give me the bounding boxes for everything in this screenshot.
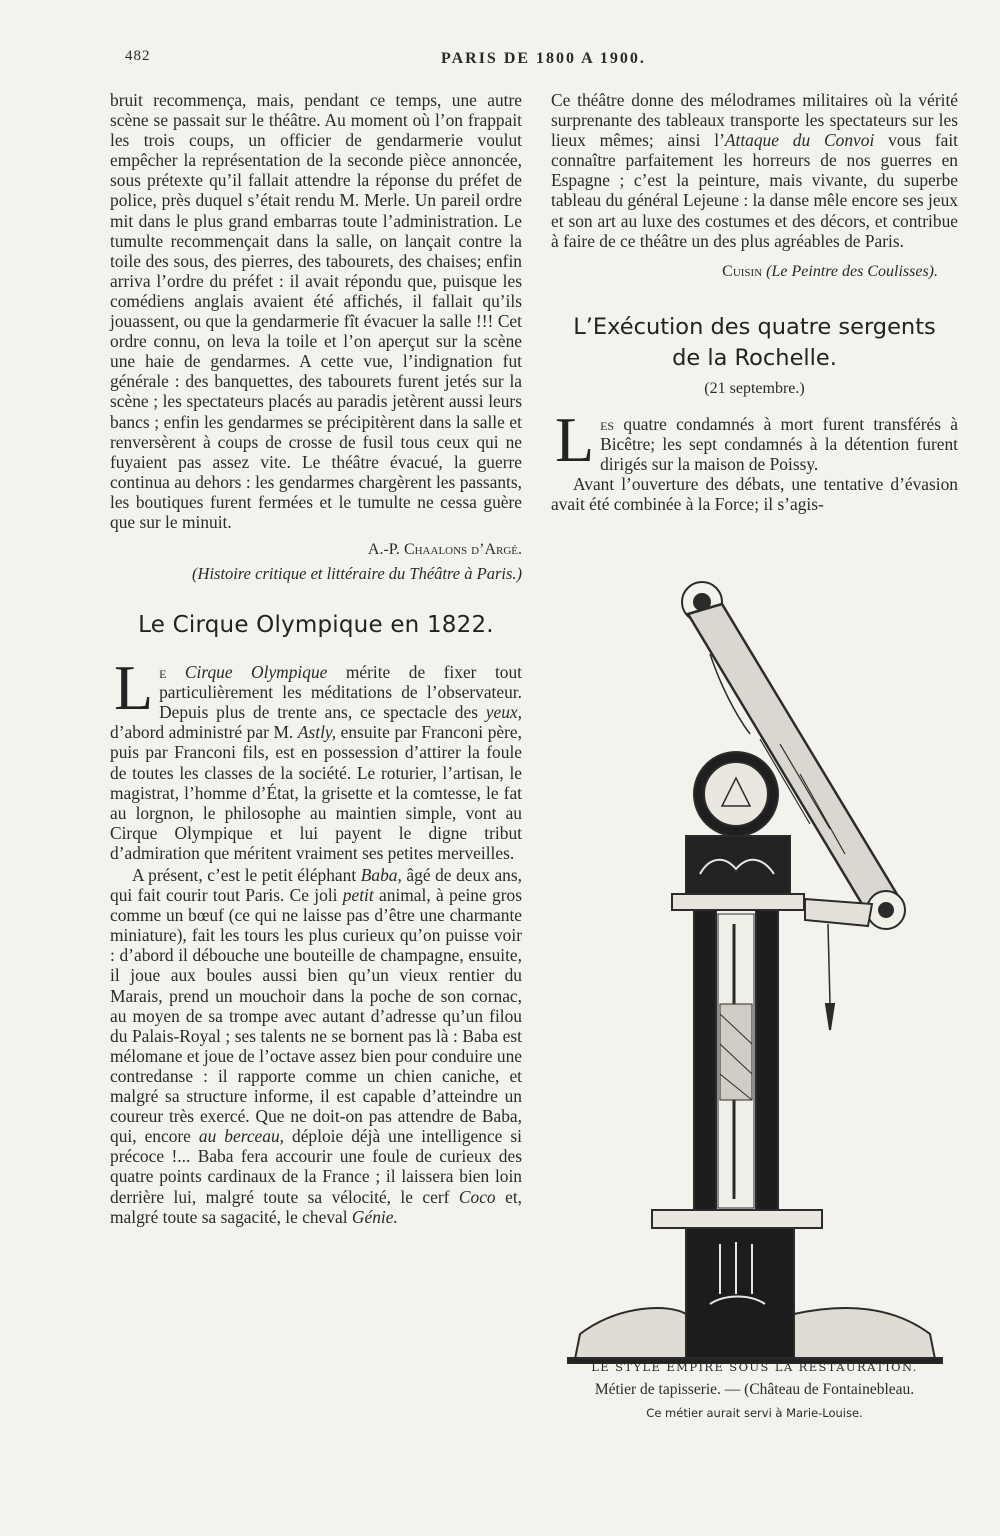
page-header — [125, 48, 955, 78]
text-run: âgé de deux ans, qui fait courir tout Paris. Ce joli — [110, 865, 522, 906]
text-run: d’abord administré par M. — [110, 722, 294, 743]
text-run: vous fait connaître parfaitement les horreurs de nos guerres en Espagne ; c’est la peinture, mais vivante, du superbe tableau du général Lejeune : la danse mêle encore ses jeux et son art au luxe des costumes et des décors, et contribue à faire de ce théâtre un des plus agréables de Paris. — [551, 130, 958, 251]
cirque-continuation-paragraph — [551, 90, 958, 251]
left-column — [110, 90, 522, 1227]
italic-au-berceau: au berceau, — [198, 1126, 285, 1147]
running-title: PARIS DE 1800 A 1900. — [441, 50, 646, 67]
italic-attaque-du-convoi: Attaque du Convoi — [724, 130, 875, 151]
text-run: mérite de fixer tout particulièrement les méditations de l’observateur. Depuis plus de trente ans, ce spectacle des — [159, 662, 522, 723]
source-citation: (Histoire critique et littéraire du Théâtre à Paris.) — [192, 564, 522, 584]
execution-paragraph-2: Avant l’ouverture des débats, une tentative d’évasion avait été combinée à la Force; il s’agis- — [551, 474, 958, 515]
signature-work: (Le Peintre des Coulisses). — [766, 262, 938, 280]
signature-initials: A.-P. — [367, 541, 400, 559]
tapestry-loom-illustration — [560, 574, 950, 1364]
figure-caption-main: Métier de tapisserie. — (Château de Fontainebleau. — [594, 1381, 915, 1398]
theatre-riot-paragraph: bruit recommença, mais, pendant ce temps, une autre scène se passait sur le théâtre. Au moment où l’on frappait les trois coups, un officier de gendarmerie voulut empêcher la représentation de la seconde pièce annoncée, sous prétexte qu’il fallait attendre la réponse du préfet de police, près duquel s’était rendu M. Merle. Un pareil ordre mit dans le plus grand embarras toute l’administration. Le tumulte recommençait dans la salle, on lançait contre la toile des sous, des pierres, des tabourets, des chaises; enfin arriva l’ordre du préfet : il avait répondu que, puisque les comédiens anglais avaient été affichés, il fallait qu’ils jouassent, ou que la gendarmerie fît évacuer la salle !!! Cet ordre connu, on leva la toile et l’on aperçut sur la scène une haie de gendarmes. A cette vue, l’indignation fut générale : des banquettes, des tabourets furent jetés sur la scène ; les spectateurs placés au paradis jetèrent aussi leurs bancs ; enfin les gendarmes se précipitèrent dans la salle et renversèrent à coups de crosse de fusil tous ceux qui ne fuyaient pas assez vite. Le théâtre évacué, la guerre continua au dehors : les gendarmes chargèrent les passants, les boutiques furent fermées et le tumulte ne cessa guère que sur le minuit. — [110, 90, 522, 532]
right-column — [551, 90, 958, 514]
text-run: animal, à peine gros comme un bœuf (ce qui ne laisse pas d’être une charmante miniature), fait les tours les plus curieux qu’on puisse voir : d’abord il débouche une bouteille de champagne, ensuite, il joue aux boules aussi bien qu’un vieux rentier du Marais, prend un mouchoir dans la poche de son cornac, au moyen de sa trompe avec autant d’adresse qu’un filou du Palais-Royal ; ses talents ne se bornent pas là : Baba est mélomane et joue de l’octave assez bien pour conduire une contredanse : il rapporte comme un chien caniche, et malgré sa structure informe, il est capable d’atteindre un coureur très exercé. Que ne doit-on pas attendre de Baba, qui, encore — [110, 885, 522, 1147]
signature-chaalons — [110, 539, 522, 560]
section-heading-cirque: Le Cirque Olympique en 1822. — [138, 612, 494, 639]
signature-name: Cuisin — [722, 262, 763, 280]
heading-line-1: L’Exécution des quatre sergents — [573, 313, 936, 340]
italic-genie: Génie. — [351, 1206, 398, 1227]
drop-cap: L — [114, 652, 154, 724]
italic-baba: Baba, — [360, 865, 402, 885]
italic-petit: petit — [342, 885, 374, 906]
execution-paragraph-1 — [551, 403, 958, 475]
text-run: quatre condamnés à mort furent transférés à Bicêtre; les sept condamnés à la détention furent dirigés sur la maison de Poissy. — [600, 413, 958, 474]
text-run: ensuite par Franconi père, puis par Franconi fils, est en possession d’attirer la foule de toutes les classes de la société. Le roturier, l’artisan, le magistrat, l’homme d’État, la grisette et la comtesse, le fat au lorgnon, le philosophe au maintien simple, vont au Cirque Olympique et lui payent le digne tribut d’admiration que méritent vraiment ses petites merveilles. — [110, 722, 522, 863]
drop-cap: L — [555, 403, 595, 475]
left-column-pillar — [694, 910, 716, 1210]
figure-caption-title: LE STYLE EMPIRE SOUS LA RESTAURATION. — [591, 1360, 918, 1374]
page-number: 482 — [125, 48, 151, 64]
lead-letters: e — [159, 662, 167, 683]
signature-name: Chaalons d’Argé. — [403, 541, 522, 559]
text-run: Ce théâtre donne des mélodrames militaires où la vérité surprenante des tableaux transporte les spectateurs sur les lieux mêmes; ainsi l’ — [551, 90, 958, 151]
text-run: et, malgré toute sa sagacité, le cheval — [110, 1186, 523, 1227]
figure-caption-note: Ce métier aurait servi à Marie-Louise. — [646, 1406, 863, 1420]
italic-coco: Coco — [458, 1186, 496, 1207]
lead-letters: es — [600, 413, 615, 434]
cirque-paragraph-2 — [110, 865, 522, 1227]
italic-yeux: yeux, — [485, 702, 522, 723]
text-run: déploie déjà une intelligence si précoce !... Baba fera accourir une foule de curieux des quatre points cardinaux de la France ; il laissera bien loin derrière lui, malgré toute sa vélocité, le cerf — [110, 1126, 522, 1207]
section-date: (21 septembre.) — [704, 379, 805, 397]
cirque-paragraph-1 — [110, 652, 522, 863]
italic-astly: Astly, — [297, 722, 337, 743]
right-column-pillar — [756, 910, 778, 1210]
section-heading-execution — [551, 312, 958, 374]
italic-cirque-olympique: Cirque Olympique — [184, 662, 328, 683]
signature-cuisin — [551, 261, 958, 282]
heading-line-2: de la Rochelle. — [672, 344, 837, 371]
text-run: A présent, c’est le petit éléphant — [132, 865, 357, 885]
